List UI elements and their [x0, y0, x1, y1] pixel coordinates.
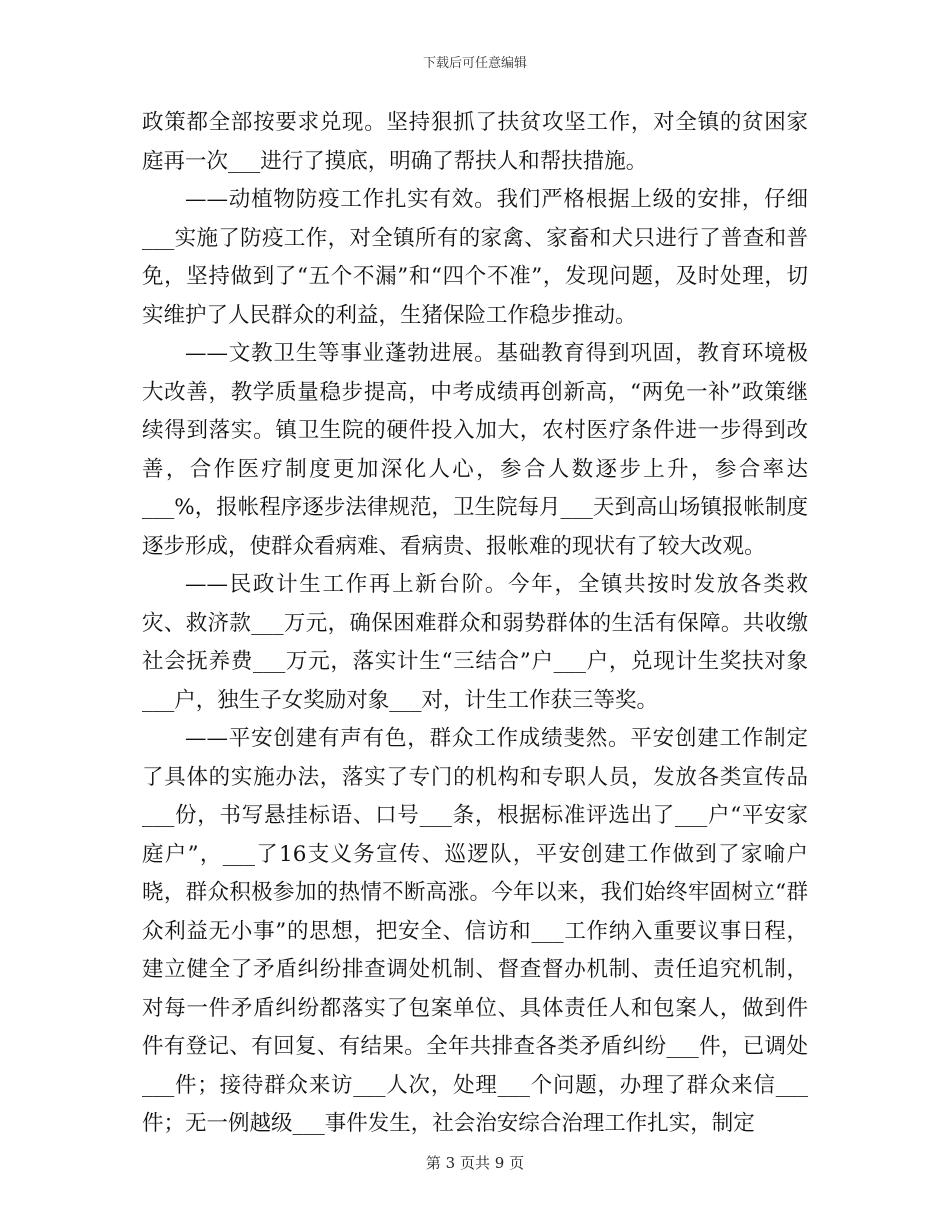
paragraph-animal-epidemic-prevention: ——动植物防疫工作扎实有效。我们严格根据上级的安排，仔细___实施了防疫工作，对全镇所有的家禽、家畜和犬只进行了普查和普免，坚持做到了“五个不漏”和“四个不准”，发现问题，及时处理，切实维护了人民群众的利益，生猪保险工作稳步推动。 [142, 187, 808, 328]
paragraph-culture-education-health: ——文教卫生等事业蓬勃进展。基础教育得到巩固，教育环境极大改善，教学质量稳步提高，中考成绩再创新高，“两免一补”政策继续得到落实。镇卫生院的硬件投入加大，农村医疗条件进一步得到改善，合作医疗制度更加深化人心，参合人数逐步上升，参合率达___%，报帐程序逐步法律规范，卫生院每月___天到高山场镇报帐制度逐步形成，使群众看病难、看病贵、报帐难的现状有了较大改观。 [142, 341, 808, 559]
page-header-note: 下载后可任意编辑 [422, 56, 527, 71]
paragraph-civil-affairs-family-planning: ——民政计生工作再上新台阶。今年，全镇共按时发放各类救灾、救济款___万元，确保困难群众和弱势群体的生活有保障。共收缴社会抚养费___万元，落实计生“三结合”户___户，兑现计生奖扶对象___户，独生子女奖励对象___对，计生工作获三等奖。 [142, 572, 808, 713]
page-number: 第 3 页共 9 页 [425, 1154, 525, 1172]
paragraph-continued: 政策都全部按要求兑现。坚持狠抓了扶贫攻坚工作，对全镇的贫困家庭再一次___进行了摸底，明确了帮扶人和帮扶措施。 [142, 110, 808, 174]
paragraph-safety-construction: ——平安创建有声有色，群众工作成绩斐然。平安创建工作制定了具体的实施办法，落实了专门的机构和专职人员，发放各类宣传品___份，书写悬挂标语、口号___条，根据标准评选出了___户“平安家庭户”，___了16支义务宣传、巡逻队，平安创建工作做到了家喻户晓，群众积极参加的热情不断高涨。今年以来，我们始终牢固树立“群众利益无小事”的思想，把安全、信访和___工作纳入重要议事日程，建立健全了矛盾纠纷排查调处机制、督查督办机制、责任追究机制，对每一件矛盾纠纷都落实了包案单位、具体责任人和包案人，做到件件有登记、有回复、有结果。全年共排查各类矛盾纠纷___件，已调处___件；接待群众来访___人次，处理___个问题，办理了群众来信___件；无一例越级___事件发生，社会治安综合治理工作扎实，制定 [142, 726, 808, 1136]
document-body [142, 104, 808, 1144]
